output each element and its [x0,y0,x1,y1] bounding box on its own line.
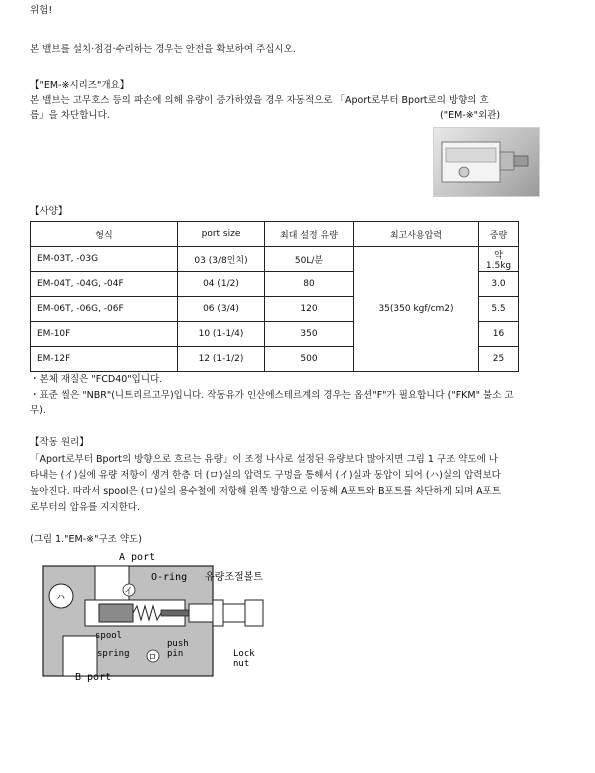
warning-title: 위험! [30,5,53,16]
column-header: port size [178,222,265,247]
model-cell: EM-10F [31,322,178,347]
overview-line-2: 름」을 차단합니다. [30,110,110,121]
warning-text: 본 밸브를 설치·점검·수리하는 경우는 안전을 확보하여 주십시오. [30,44,296,55]
pressure-cell: 35(350 kgf/cm2) [354,247,479,372]
ha-label: ハ [56,593,66,603]
lock-label: Lock [233,649,255,659]
overview-heading: 【"EM-※시리즈"개요】 [30,80,130,91]
structure-diagram [35,548,285,683]
weight-cell: 5.5 [479,297,519,322]
spec-note-2b: 무). [30,405,46,416]
valve-photo [433,127,540,197]
flow-cell: 120 [265,297,354,322]
spec-note-2a: ・표준 씰은 "NBR"(니트리르고무)입니다. 작동유가 인산에스테르계의 경우는 옵션"F"가 필요합니다 ("FKM" 불소 고 [30,390,514,401]
o-ring-label: O-ring [151,572,188,583]
weight-cell: 약1.5kg [479,247,519,272]
spring-label: spring [97,649,130,659]
spec-heading: 【사양】 [30,206,68,217]
spool [99,604,133,622]
port-cell: 06 (3/4) [178,297,265,322]
push-label: push [167,639,189,649]
b-port-label: B port [75,672,112,683]
column-header: 중량 [479,222,519,247]
operation-line-1: 「Aport로부터 Bport의 방향으로 흐르는 유량」이 조정 나사로 설정된 유량보다 많아지면 그림 1 구조 약도에 나 [30,454,499,465]
column-header: 형식 [31,222,178,247]
ro-label: ロ [148,653,158,663]
weight-cell: 3.0 [479,272,519,297]
lock-nut [213,600,223,626]
column-header: 최고사용압력 [354,222,479,247]
model-cell: EM-12F [31,347,178,372]
flow-cell: 350 [265,322,354,347]
nut-label: nut [233,659,250,669]
table-row [31,247,519,272]
model-cell: EM-04T, -04G, -04F [31,272,178,297]
port-cell: 12 (1-1/2) [178,347,265,372]
spec-note-1: ・본체 재질은 "FCD40"입니다. [30,374,163,385]
port-cell: 04 (1/2) [178,272,265,297]
b-port-channel [63,636,97,676]
pin-label: pin [167,649,184,659]
operation-heading: 【작동 원리】 [30,437,89,448]
adjust-bolt-label: 유량조절볼트 [205,572,263,583]
flow-cell: 80 [265,272,354,297]
port-cell: 10 (1-1/4) [178,322,265,347]
a-port-label: A port [119,552,156,563]
operation-line-4: 로부터의 압유를 지지한다. [30,502,141,513]
i-label: イ [124,587,134,597]
spec-table [30,221,519,372]
weight-cell: 16 [479,322,519,347]
photo-caption: ("EM-※"외관) [440,110,501,121]
column-header: 최대 설정 유량 [265,222,354,247]
overview-line-1: 본 밸브는 고무호스 등의 파손에 의해 유량이 증가하였을 경우 자동적으로 「Aport로부터 Bport로의 방향의 흐 [30,95,489,106]
spool-label: spool [95,631,123,641]
flow-cell: 500 [265,347,354,372]
port-cell: 03 (3/8인치) [178,247,265,272]
model-cell: EM-06T, -06G, -06F [31,297,178,322]
operation-line-3: 높아진다. 따라서 spool은 (ロ)실의 용수철에 저항해 왼쪽 방향으로 이동해 A포트와 B포트를 차단하게 되며 A포트 [30,486,502,497]
table-header-row [31,222,519,247]
push-pin [161,610,189,616]
operation-line-2: 타내는 (イ)실에 유량 저항이 생겨 한층 더 (ロ)실의 압력도 구멍을 통해서 (イ)실과 동압이 되어 (ハ)실의 압력보다 [30,470,501,481]
weight-cell: 25 [479,347,519,372]
bolt-head [245,600,263,626]
figure-caption: (그림 1."EM-※"구조 약도) [30,534,142,545]
flow-cell: 50L/분 [265,247,354,272]
model-cell: EM-03T, -03G [31,247,178,272]
